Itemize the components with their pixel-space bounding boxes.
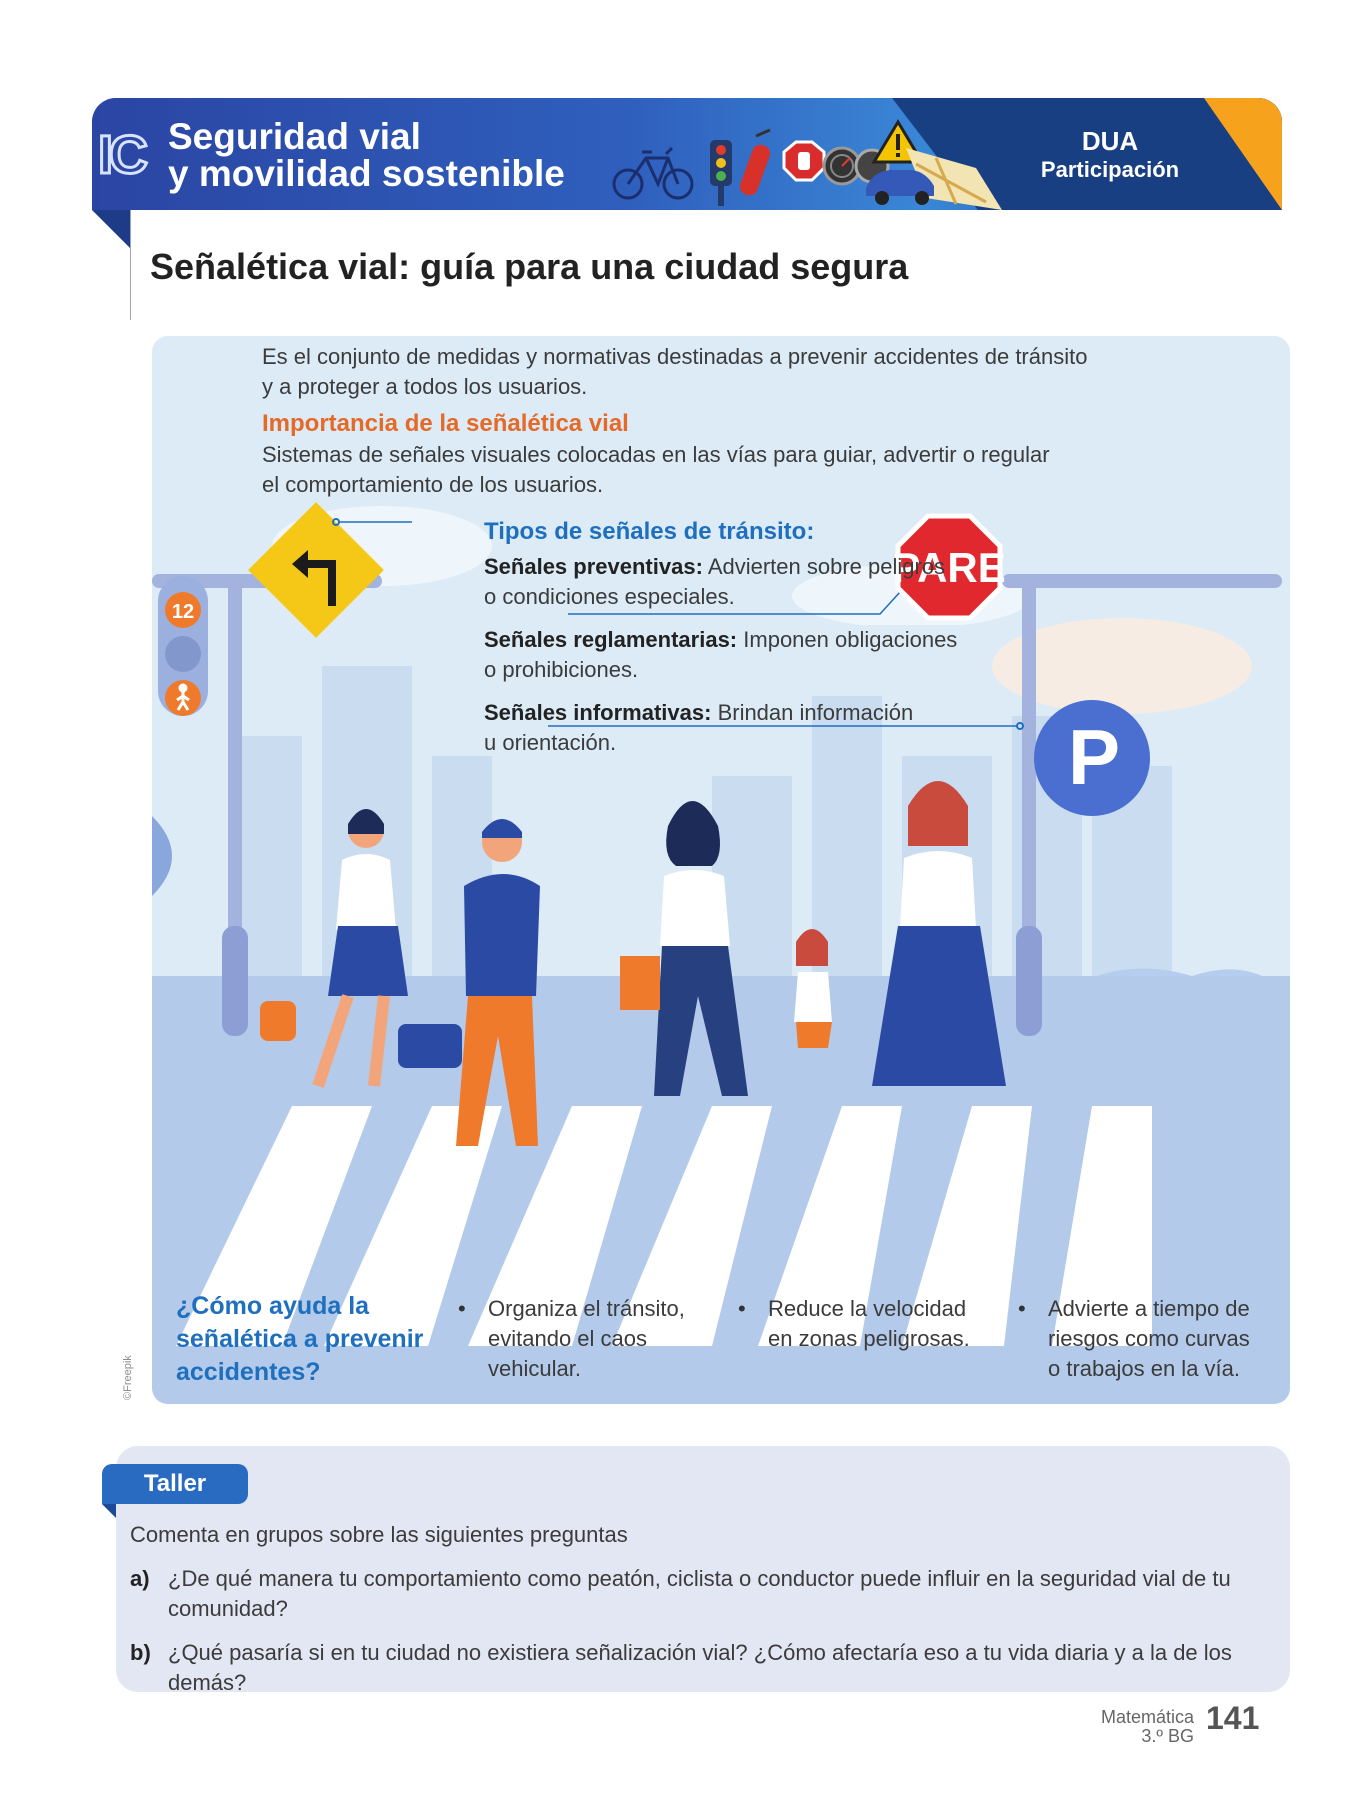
parking-sign-text: P — [1067, 713, 1121, 801]
benefit-line: • Organiza el tránsito, — [488, 1296, 685, 1321]
type-desc: o prohibiciones. — [484, 657, 639, 682]
banner-title-line1: Seguridad vial — [168, 116, 421, 157]
car-icon — [866, 170, 934, 205]
type-term: Señales preventivas: — [484, 554, 703, 579]
title-divider — [130, 210, 131, 320]
page-title: Señalética vial: guía para una ciudad segura — [150, 246, 909, 287]
traffic-light-countdown: 12 — [171, 601, 195, 623]
benefit-item — [1048, 1294, 1278, 1384]
benefit-line: riesgos como curvas — [1048, 1326, 1250, 1351]
page-number: 141 — [1206, 1700, 1260, 1736]
intro-paragraph — [262, 342, 1087, 402]
benefit-line: o trabajos en la vía. — [1048, 1356, 1241, 1381]
fire-extinguisher-icon — [738, 130, 773, 198]
banner-fold — [92, 210, 130, 248]
type-desc: Brindan información — [717, 700, 914, 725]
type-informative — [484, 698, 919, 758]
taller-question-b — [130, 1638, 1270, 1698]
types-heading: Tipos de señales de tránsito: — [484, 518, 815, 545]
benefit-line: en zonas peligrosas. — [768, 1326, 970, 1351]
subject-name: Matemática — [1100, 1707, 1194, 1727]
benefit-item — [768, 1294, 1008, 1354]
image-credit: ©Freepik — [122, 1355, 134, 1400]
benefit-line: vehicular. — [488, 1356, 581, 1381]
banner-title-line2: y movilidad sostenible — [168, 153, 565, 194]
importance-paragraph — [262, 440, 1050, 500]
benefit-line: • Reduce la velocidad — [768, 1296, 967, 1321]
taller-question-a — [130, 1564, 1270, 1624]
ic-logo: IC — [98, 125, 144, 185]
pedestrian-traffic-light — [158, 576, 208, 716]
importance-heading: Importancia de la señalética vial — [262, 410, 629, 437]
grade-label: 3.º BG — [1141, 1726, 1194, 1746]
prevention-question: ¿Cómo ayuda la señalética a prevenir accidentes? — [176, 1292, 424, 1386]
dua-badge — [1030, 126, 1190, 184]
importance-line: el comportamiento de los usuarios. — [262, 472, 604, 497]
type-term: Señales informativas: — [484, 700, 712, 725]
stop-sign-text: PARE — [892, 544, 1006, 591]
type-desc: u orientación. — [484, 730, 617, 755]
traffic-light-icon — [710, 140, 732, 206]
intro-line: y a proteger a todos los usuarios. — [262, 374, 588, 399]
banner-title — [168, 118, 565, 192]
type-term: Señales reglamentarias: — [484, 627, 738, 652]
type-desc: Imponen obligaciones — [743, 627, 958, 652]
question-key: a) — [130, 1566, 150, 1591]
benefit-line: • Advierte a tiempo de — [1048, 1296, 1250, 1321]
footer-subject — [1040, 1708, 1194, 1746]
bicycle-icon — [614, 148, 692, 198]
parking-sign — [1034, 700, 1150, 816]
type-desc: Advierten sobre peligros — [707, 554, 946, 579]
taller-label: Taller — [102, 1464, 248, 1504]
benefit-line: evitando el caos — [488, 1326, 647, 1351]
benefit-item — [488, 1294, 718, 1384]
intro-line: Es el conjunto de medidas y normativas destinadas a prevenir accidentes de tránsito — [262, 344, 1088, 369]
importance-line: Sistemas de señales visuales colocadas en las vías para guiar, advertir o regular — [262, 442, 1050, 467]
type-regulatory — [484, 625, 963, 685]
participation-label: Participación — [1040, 157, 1180, 182]
info-panel — [152, 336, 1290, 1404]
taller-intro: Comenta en grupos sobre las siguientes preguntas — [130, 1522, 628, 1547]
taller-tab-fold — [102, 1504, 116, 1518]
question-key: b) — [130, 1640, 151, 1665]
type-preventive — [484, 552, 945, 612]
stop-hand-icon — [784, 142, 824, 180]
type-desc: o condiciones especiales. — [484, 584, 735, 609]
question-text: ¿De qué manera tu comportamiento como peatón, ciclista o conductor puede influir en la seguridad vial de tu comunidad? — [168, 1566, 1231, 1621]
dua-label: DUA — [1081, 126, 1139, 156]
question-text: ¿Qué pasaría si en tu ciudad no existiera señalización vial? ¿Cómo afectaría eso a tu vida diaria y a la de los demás? — [168, 1640, 1232, 1695]
banner-illustrations — [606, 118, 1002, 210]
